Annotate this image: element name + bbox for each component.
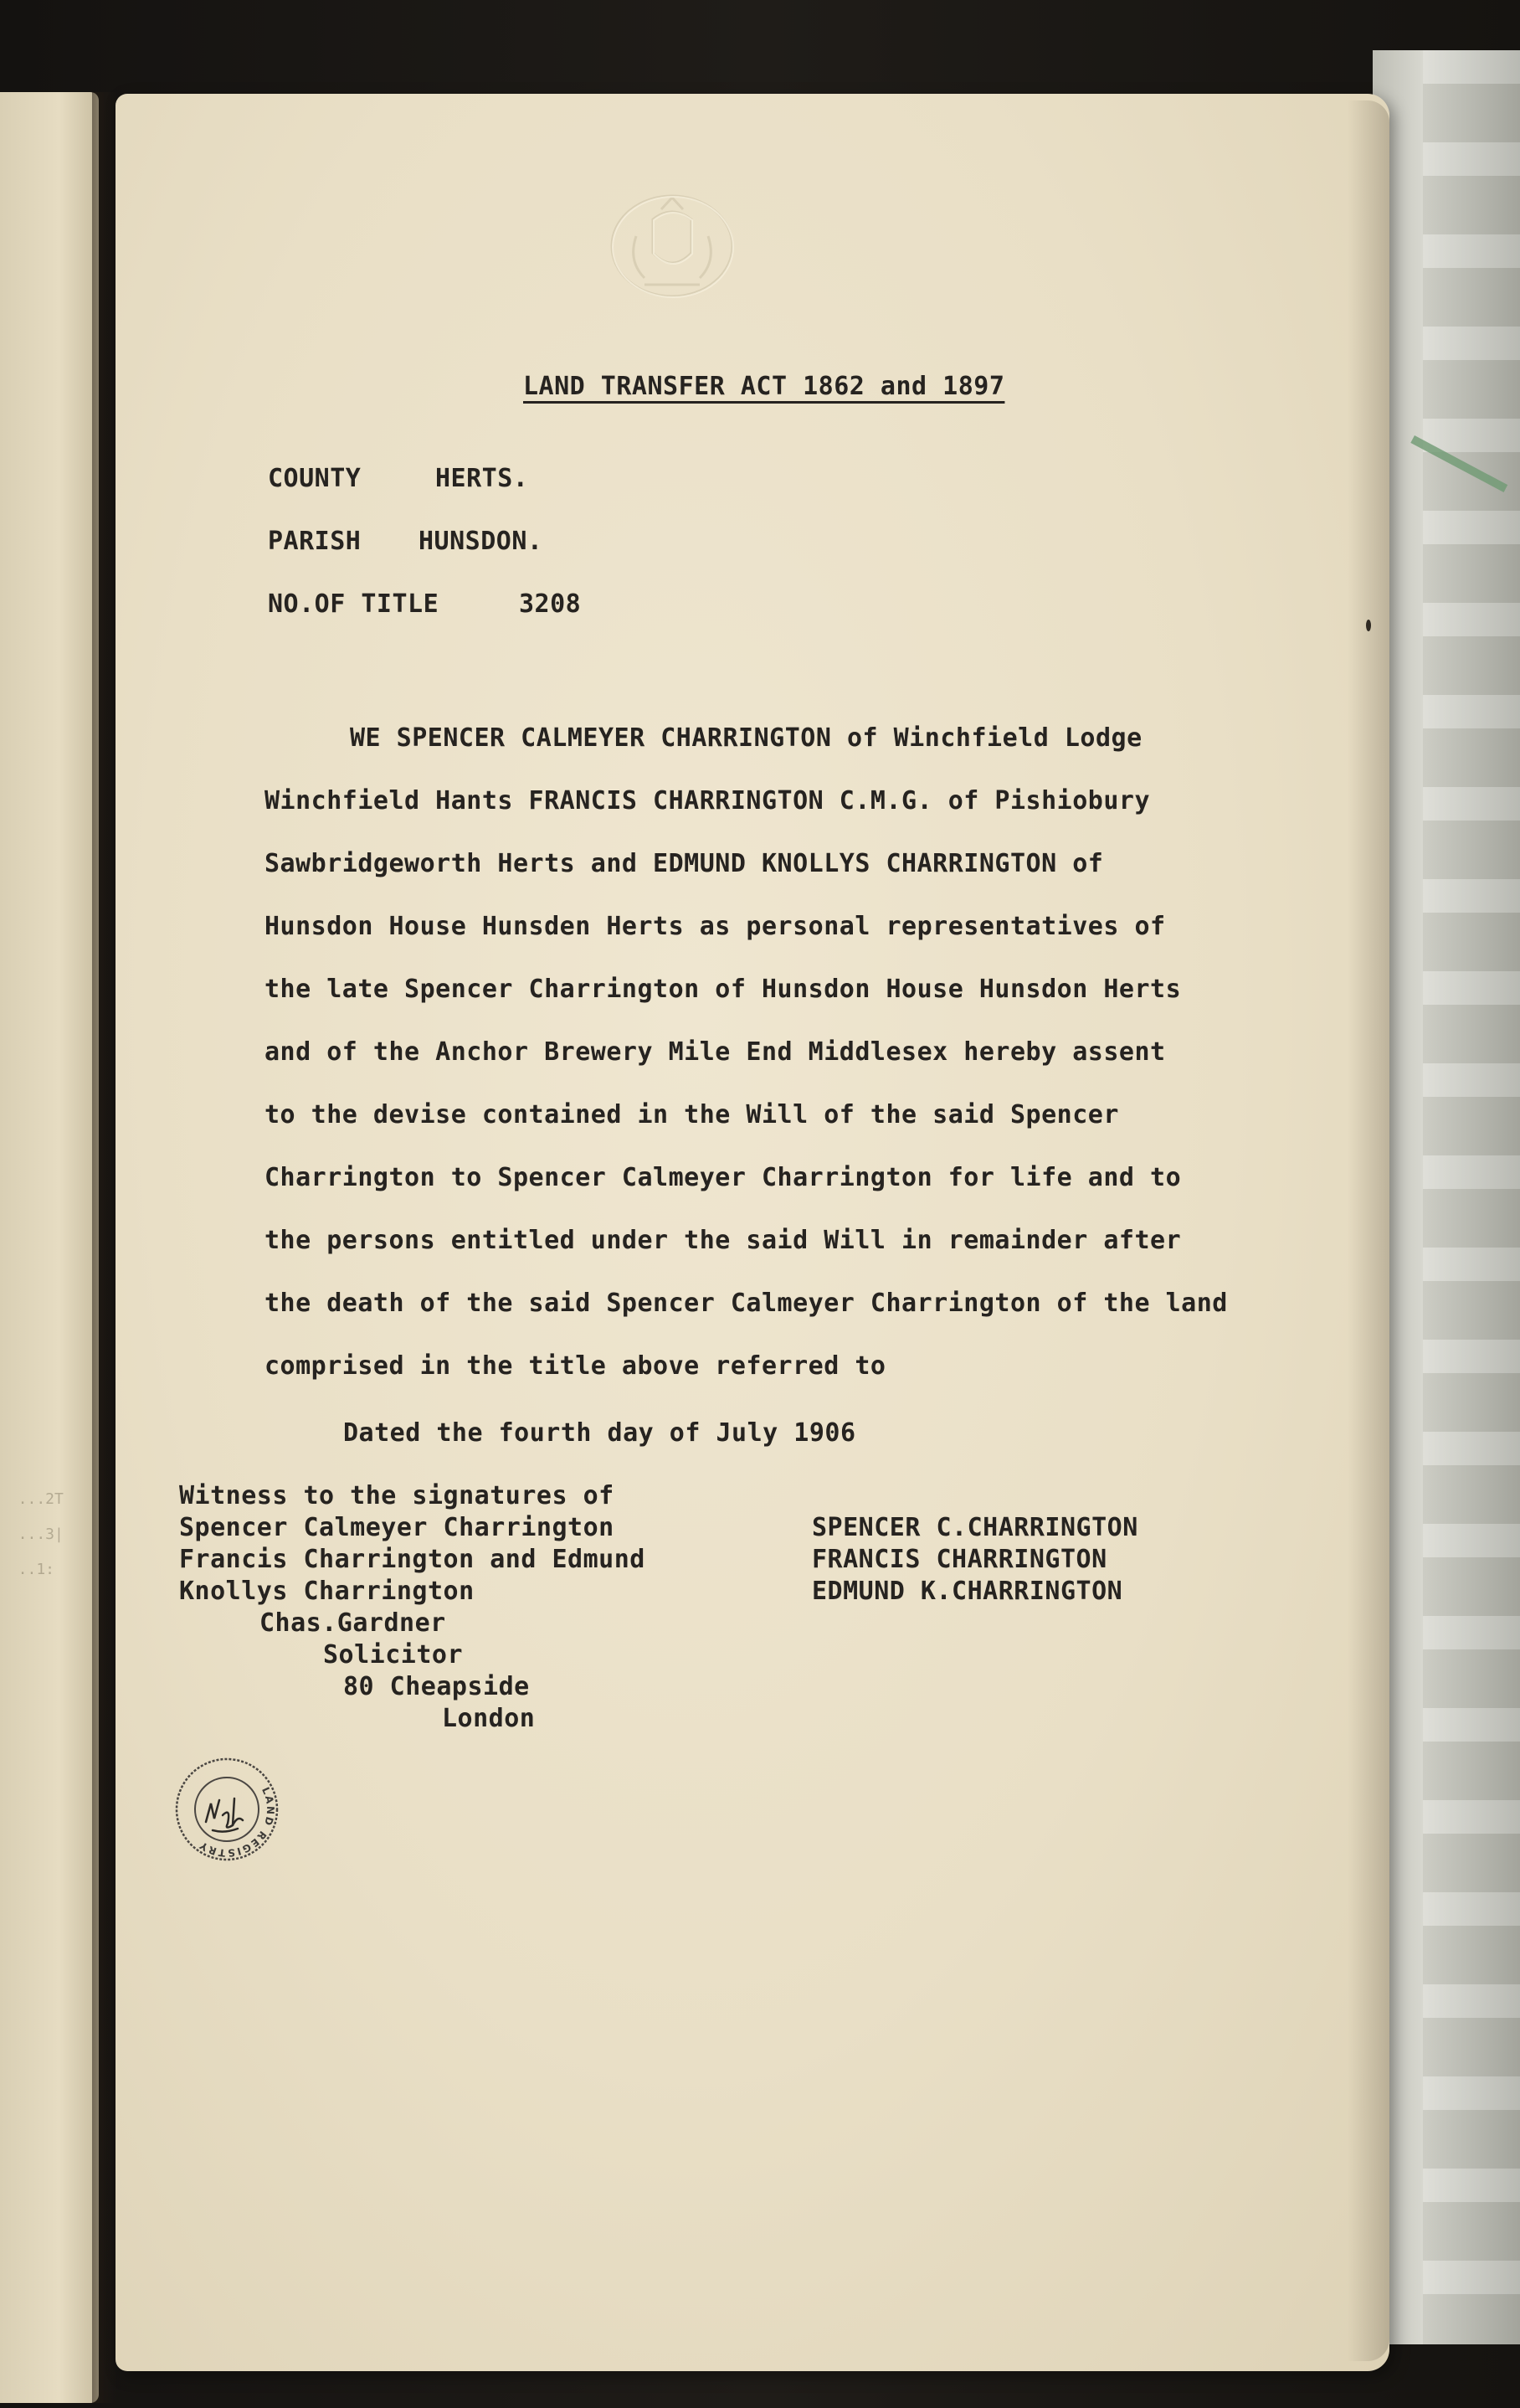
signatory-name: EDMUND K.CHARRINGTON <box>812 1577 1123 1606</box>
royal-coat-of-arms-embossed-icon <box>603 186 742 303</box>
body-line: Hunsdon House Hunsden Herts as personal representatives of <box>264 912 1166 941</box>
witness-city: London <box>442 1704 536 1733</box>
witness-address: 80 Cheapside <box>343 1672 530 1701</box>
witness-line: Knollys Charrington <box>179 1577 475 1606</box>
body-line: and of the Anchor Brewery Mile End Middlesex hereby assent <box>264 1037 1166 1067</box>
page-edge-shadow <box>1348 100 1389 2361</box>
binding-shadow <box>92 92 117 2403</box>
witness-line: Witness to the signatures of <box>179 1481 614 1510</box>
witness-line: Francis Charrington and Edmund <box>179 1545 645 1574</box>
county-value: HERTS. <box>435 464 529 493</box>
facing-page-left <box>0 92 99 2403</box>
body-line: the late Spencer Charrington of Hunsdon House Hunsdon Herts <box>264 975 1182 1004</box>
document-title: LAND TRANSFER ACT 1862 and 1897 <box>523 372 1005 401</box>
signatory-name: FRANCIS CHARRINGTON <box>812 1545 1107 1574</box>
witness-title: Solicitor <box>323 1640 464 1670</box>
body-line: the death of the said Spencer Calmeyer Charrington of the land <box>264 1289 1228 1318</box>
facing-page-bleedthrough: ...2T ...3| ..1: <box>18 1490 64 1578</box>
dated-line: Dated the fourth day of July 1906 <box>343 1418 856 1448</box>
witness-name: Chas.Gardner <box>259 1608 446 1638</box>
witness-line: Spencer Calmeyer Charrington <box>179 1513 614 1542</box>
body-line: Charrington to Spencer Calmeyer Charrington for life and to <box>264 1163 1182 1192</box>
body-line: Winchfield Hants FRANCIS CHARRINGTON C.M.G. of Pishiobury <box>264 786 1151 816</box>
body-line: WE SPENCER CALMEYER CHARRINGTON of Winchfield Lodge <box>350 723 1143 753</box>
body-line: to the devise contained in the Will of the said Spencer <box>264 1100 1119 1129</box>
parish-label: PARISH <box>268 527 362 556</box>
body-line: Sawbridgeworth Herts and EDMUND KNOLLYS CHARRINGTON of <box>264 849 1104 878</box>
handwritten-mark-icon <box>194 1782 253 1840</box>
parish-value: HUNSDON. <box>419 527 543 556</box>
sleeve-stack <box>1373 50 1520 2344</box>
title-number-value: 3208 <box>519 589 582 619</box>
body-line: the persons entitled under the said Will in remainder after <box>264 1226 1182 1255</box>
stamp-text: LAND REGISTRY <box>196 1785 277 1860</box>
title-number-label: NO.OF TITLE <box>268 589 439 619</box>
binder-mark <box>1366 620 1371 631</box>
body-line: comprised in the title above referred to <box>264 1351 886 1381</box>
county-label: COUNTY <box>268 464 362 493</box>
signatory-name: SPENCER C.CHARRINGTON <box>812 1513 1138 1542</box>
